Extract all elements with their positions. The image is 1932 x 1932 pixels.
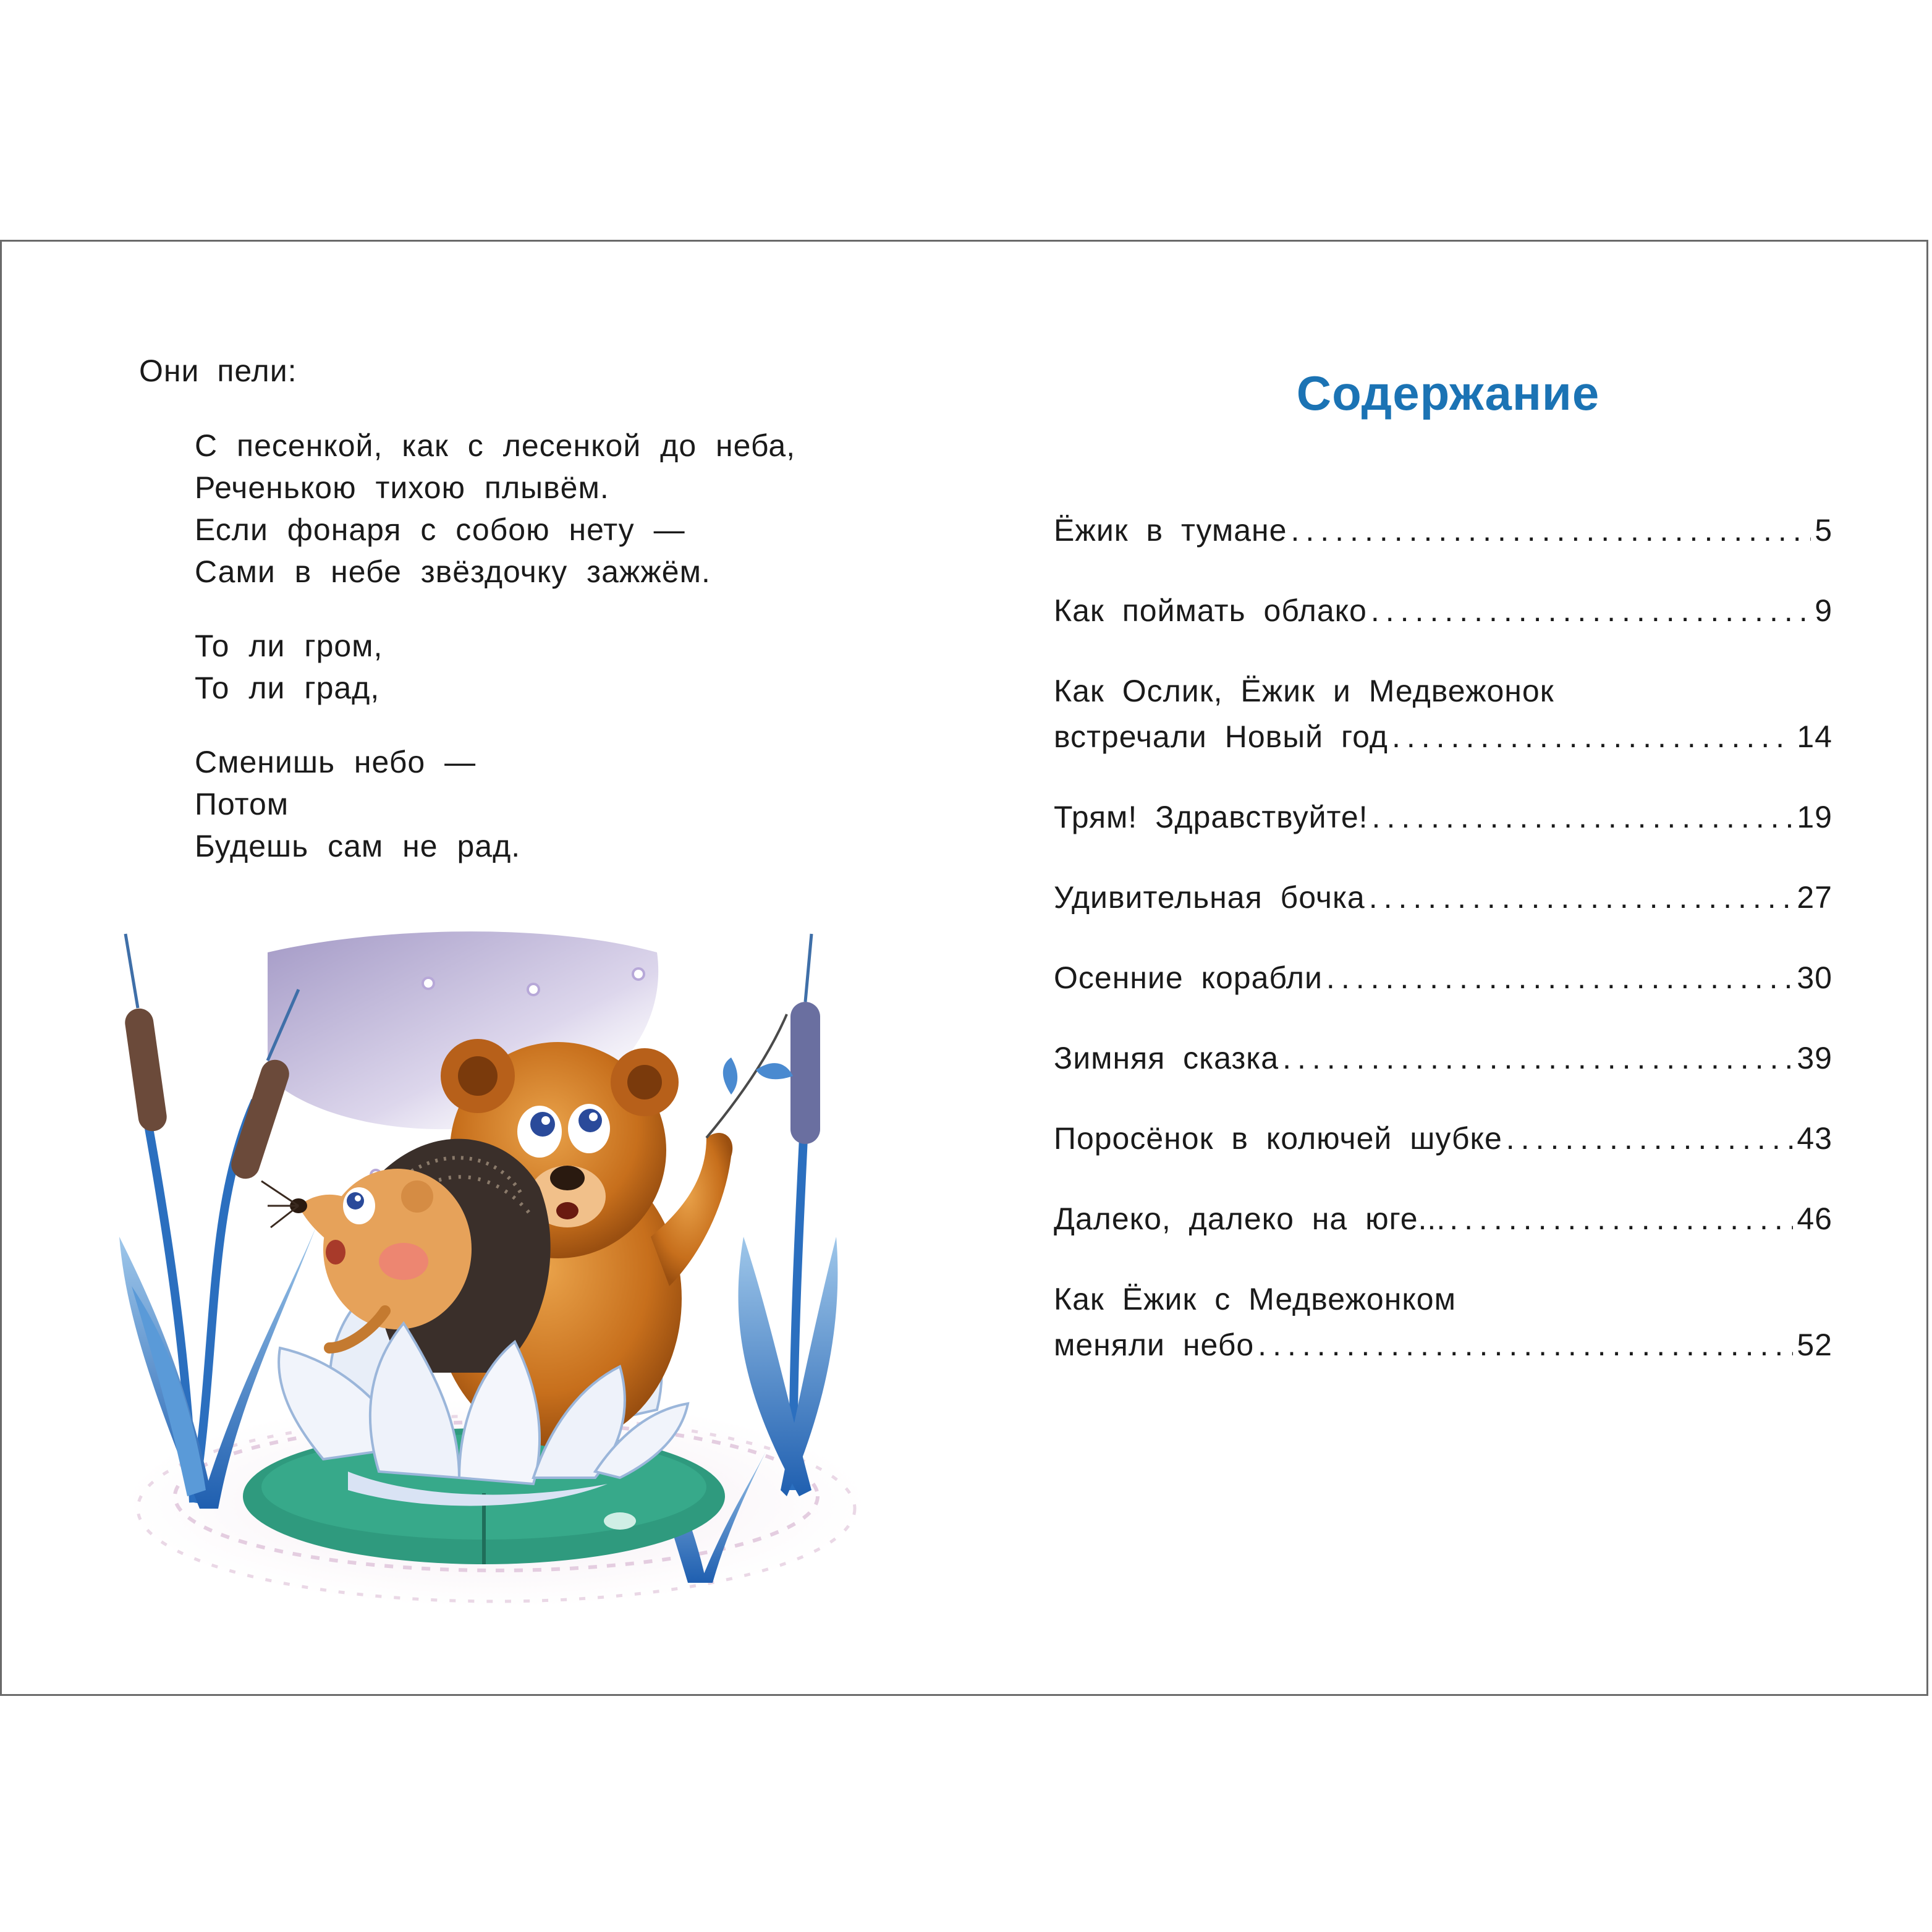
book-spread: [0, 240, 1928, 1696]
toc-entry-title-cont: меняли небо: [1054, 1328, 1255, 1362]
poem-line: Если фонаря с собою нету —: [195, 512, 685, 547]
toc-entry-row: [1054, 1196, 1832, 1242]
toc-entry-row: [1054, 1035, 1832, 1081]
toc-entry-page: 5: [1815, 513, 1832, 548]
toc-entry-title: Как поймать облако: [1054, 593, 1367, 628]
toc-entry[interactable]: [1054, 1035, 1832, 1081]
toc-leader-dots: [1506, 1116, 1794, 1161]
toc-entry-page: 46: [1797, 1201, 1832, 1236]
toc-leader-dots: [1290, 507, 1811, 553]
toc-entry-row: [1054, 1322, 1832, 1368]
left-page: [2, 242, 966, 1694]
toc-entry[interactable]: [1054, 1196, 1832, 1242]
toc-leader-dots: [1449, 1196, 1793, 1242]
toc-leader-dots: [1282, 1035, 1793, 1081]
toc-entry-page: 27: [1797, 880, 1832, 915]
toc-entry[interactable]: [1054, 668, 1832, 760]
toc-leader-dots: [1326, 955, 1793, 1001]
toc-entry-page: 9: [1815, 593, 1832, 628]
toc-leader-dots: [1371, 588, 1811, 633]
poem-line: Сменишь небо —: [195, 745, 477, 779]
toc-entry-page: 19: [1797, 800, 1832, 834]
toc-entry-row: [1054, 507, 1832, 553]
toc-title: Содержание: [1296, 366, 1600, 420]
toc-entry-title: Осенние корабли: [1054, 960, 1323, 995]
poem-line: Будешь сам не рад.: [195, 829, 521, 863]
toc-entry-row: [1054, 588, 1832, 633]
toc-entry[interactable]: [1054, 794, 1832, 840]
toc-entry-page: 52: [1797, 1328, 1832, 1362]
toc-entry-title: Удивительная бочка: [1054, 880, 1365, 915]
toc-entry[interactable]: [1054, 875, 1832, 920]
poem-line: Реченькою тихою плывём.: [195, 470, 609, 505]
toc-leader-dots: [1258, 1322, 1793, 1368]
intro-line: Они пели:: [139, 354, 297, 388]
toc-entry-title: Далеко, далеко на юге...: [1054, 1201, 1446, 1236]
toc-entry-row: [1054, 794, 1832, 840]
poem-line: С песенкой, как с лесенкой до неба,: [195, 428, 796, 463]
toc-entry-row: [1054, 714, 1832, 760]
toc-entry-title: Как Ослик, Ёжик и Медвежонок: [1054, 674, 1554, 708]
poem-line: Потом: [195, 787, 289, 821]
toc-entry-title: Как Ёжик с Медвежонком: [1054, 1282, 1456, 1316]
right-page: [966, 242, 1930, 1694]
toc-entry-title: Ёжик в тумане: [1054, 513, 1287, 548]
toc-entry[interactable]: [1054, 507, 1832, 553]
toc-entry-page: 39: [1797, 1041, 1832, 1075]
toc-entry-row: [1054, 1116, 1832, 1161]
toc-entry-title-cont: встречали Новый год: [1054, 719, 1388, 754]
table-of-contents: [1054, 507, 1832, 1368]
toc-leader-dots: [1372, 794, 1794, 840]
poem-line: Сами в небе звёздочку зажжём.: [195, 554, 711, 589]
poem-line: То ли гром,: [195, 629, 383, 663]
hedgehog-and-bear-on-water-lily-illustration: [113, 915, 886, 1620]
toc-leader-dots: [1392, 714, 1793, 760]
toc-entry-title: Трям! Здравствуйте!: [1054, 800, 1368, 834]
poem-line: То ли град,: [195, 671, 380, 705]
poem-stanza-1: [195, 425, 795, 593]
poem-stanza-3: [195, 741, 520, 867]
toc-leader-dots: [1369, 875, 1794, 920]
toc-entry-page: 43: [1797, 1121, 1832, 1156]
toc-entry-row: [1054, 955, 1832, 1001]
toc-entry-title: Поросёнок в колючей шубке: [1054, 1121, 1502, 1156]
toc-entry-title: Зимняя сказка: [1054, 1041, 1279, 1075]
toc-entry-page: 14: [1797, 719, 1832, 754]
poem-stanza-2: [195, 625, 383, 709]
toc-entry[interactable]: [1054, 1116, 1832, 1161]
toc-entry-page: 30: [1797, 960, 1832, 995]
toc-entry[interactable]: [1054, 1276, 1832, 1368]
toc-entry[interactable]: [1054, 588, 1832, 633]
toc-entry[interactable]: [1054, 955, 1832, 1001]
toc-entry-row: [1054, 875, 1832, 920]
